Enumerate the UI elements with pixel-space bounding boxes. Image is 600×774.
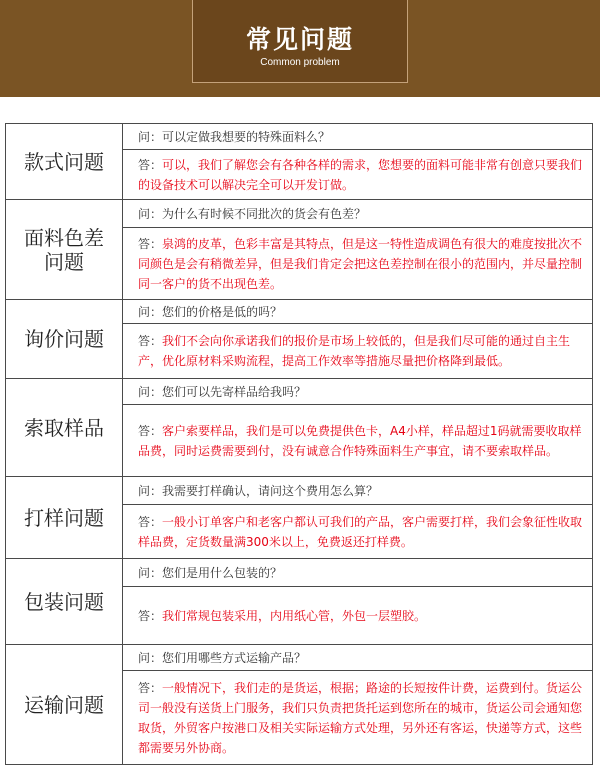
faq-question-row [6,300,593,324]
faq-answer-prefix: 答： [138,334,163,348]
faq-answer: 一般小订单客户和老客户都认可我们的产品，客户需要打样，我们会象征性收取样品费，定货数量满300米以上，免费返还打样费。 [138,514,583,549]
faq-question-row [6,645,593,671]
faq-answer: 我们不会向你承诺我们的报价是市场上较低的，但是我们尽可能的通过自主生产，优化原材料采购流程，提高工作效率等措施尽量把价格降到最低。 [138,334,571,368]
faq-question: 问：为什么有时候不同批次的货会有色差？ [123,200,593,228]
faq-answer-prefix: 答： [138,514,163,529]
faq-category: 询价问题 [6,300,123,379]
faq-question-row [6,200,593,228]
faq-answer: 泉鸿的皮革，色彩丰富是其特点，但是这一特性造成调色有很大的难度按批次不同颜色是会有稍微差异，但是我们肯定会把这色差控制在很小的范围内，并尽量控制同一客户的货不出现色差。 [138,236,583,291]
faq-answer-cell [123,405,593,477]
faq-answer: 可以，我们了解您会有各种各样的需求，您想要的面料可能非常有创意只要我们的设备技术可以解决完全可以开发订做。 [138,157,583,192]
faq-answer-cell [123,505,593,559]
faq-table [5,123,593,765]
faq-answer-cell [123,228,593,300]
faq-category-text: 面料色差问题 [24,225,104,274]
faq-answer-cell [123,671,593,765]
faq-answer-cell [123,324,593,379]
faq-question: 问：我需要打样确认，请问这个费用怎么算？ [123,477,593,505]
faq-category: 款式问题 [6,124,123,200]
header-title-box [192,0,408,83]
faq-category: 运输问题 [6,645,123,765]
faq-category [6,200,123,300]
faq-answer-cell [123,150,593,200]
faq-answer: 客户索要样品，我们是可以免费提供色卡，A4小样，样品超过1码就需要收取样品费，同时运费需要到付，没有诚意合作特殊面料生产事宜，请不要索取样品。 [138,423,582,458]
faq-answer-cell [123,587,593,645]
faq-answer-prefix: 答： [138,608,163,623]
faq-question: 问：您们可以先寄样品给我吗？ [123,379,593,405]
page-subtitle: Common problem [260,57,340,68]
faq-answer-prefix: 答： [138,157,163,172]
faq-question: 问：您们的价格是低的吗？ [123,300,593,324]
page-title: 常见问题 [245,25,354,54]
faq-answer: 一般情况下，我们走的是货运，根据；路途的长短按件计费，运费到付。货运公司一般没有送货上门服务，我们只负责把货托运到您所在的城市，货运公司会通知您取货，外贸客户按港口及相关实际运输方式处理，另外还有客运，快递等方式，这些都需要另外协商。 [138,680,583,755]
faq-question: 问：可以定做我想要的特殊面料么？ [123,124,593,150]
faq-question-row [6,559,593,587]
faq-category: 包装问题 [6,559,123,645]
faq-question-row [6,124,593,150]
faq-question-row [6,477,593,505]
faq-question: 问：您们用哪些方式运输产品？ [123,645,593,671]
faq-answer-prefix: 答： [138,680,163,695]
faq-answer-prefix: 答： [138,236,163,251]
faq-answer-prefix: 答： [138,423,163,438]
faq-category: 索取样品 [6,379,123,477]
faq-question-row [6,379,593,405]
header-banner [0,0,600,97]
faq-question: 问：您们是用什么包装的？ [123,559,593,587]
faq-answer: 我们常规包装采用，内用纸心管，外包一层塑胶。 [162,608,427,623]
faq-category: 打样问题 [6,477,123,559]
